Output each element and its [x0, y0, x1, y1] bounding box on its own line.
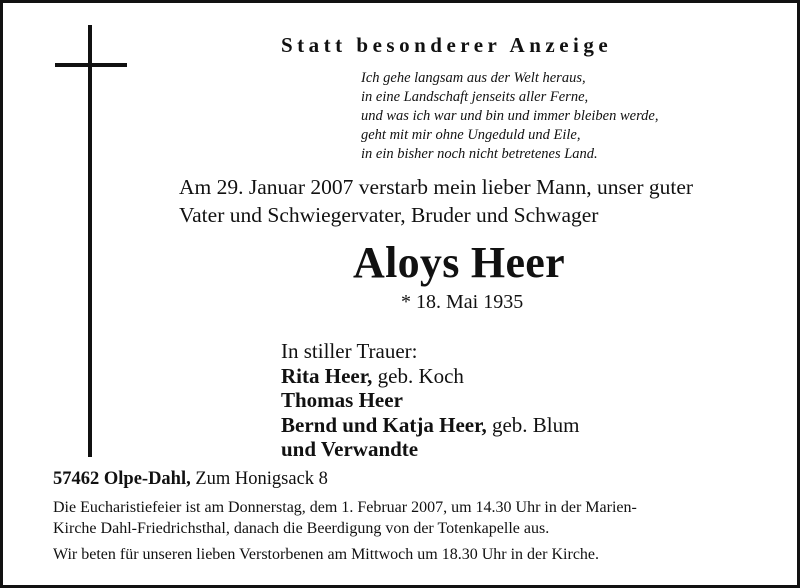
mourner-name: Bernd und Katja Heer, [281, 412, 487, 437]
poem-line: in eine Landschaft jenseits aller Ferne, [361, 89, 589, 105]
mourner-name: Thomas Heer [281, 388, 403, 412]
birth-date: * 18. Mai 1935 [401, 291, 524, 313]
mourner-suffix: geb. Blum [486, 412, 580, 437]
poem-line: in ein bisher noch nicht betretenes Land. [361, 146, 598, 162]
service-note-line: Wir beten für unseren lieben Verstorbenen am Mittwoch um 18.30 Uhr in der Kirche. [53, 546, 600, 563]
announcement-line: Am 29. Januar 2007 verstarb mein lieber Mann, unser guter [179, 175, 694, 199]
mourner-entry [281, 388, 579, 413]
poem [361, 69, 659, 164]
notice-heading: Statt besonderer Anzeige [281, 33, 613, 57]
mourner-suffix: geb. Koch [372, 363, 464, 388]
mourner-name: Rita Heer, [281, 363, 373, 388]
poem-line: geht mit mir ohne Ungeduld und Eile, [361, 127, 581, 143]
address-street: Zum Honigsack 8 [190, 469, 328, 489]
mourner-entry [281, 364, 579, 389]
address-city: 57462 Olpe-Dahl, [53, 469, 191, 489]
service-notes [53, 497, 637, 565]
death-announcement [179, 173, 693, 229]
poem-line: Ich gehe langsam aus der Welt heraus, [361, 70, 586, 86]
service-note-line: Die Eucharistiefeier ist am Donnerstag, dem 1. Februar 2007, um 14.30 Uhr in der Marien- [53, 499, 637, 516]
announcement-line: Vater und Schwiegervater, Bruder und Schwager [179, 203, 599, 227]
poem-line: und was ich war und bin und immer bleiben werde, [361, 108, 659, 124]
mourners-list [281, 339, 579, 462]
mourner-entry [281, 437, 579, 462]
service-note-line: Kirche Dahl-Friedrichsthal, danach die Beerdigung von der Totenkapelle aus. [53, 520, 550, 537]
mourner-entry [281, 413, 579, 438]
deceased-name: Aloys Heer [353, 238, 565, 287]
mourners-intro: In stiller Trauer: [281, 339, 418, 363]
cross-icon [88, 25, 92, 457]
mourner-name: und Verwandte [281, 437, 419, 461]
address [53, 469, 328, 490]
cross-icon-crossbar [55, 63, 127, 67]
